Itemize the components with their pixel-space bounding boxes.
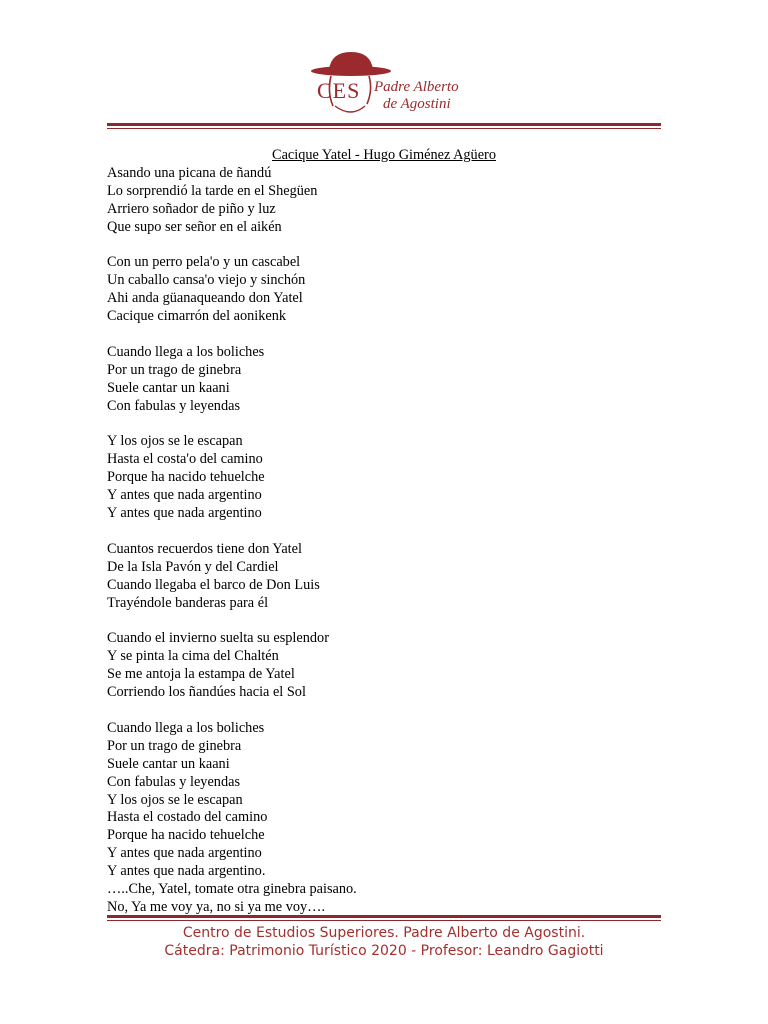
verse-line: Arriero soñador de piño y luz [107,200,276,217]
verse-line: Asando una picana de ñandú [107,164,272,181]
verse-line: Y se pinta la cima del Chaltén [107,648,279,665]
logo-name-line2: de Agostini [383,96,451,112]
stanza [107,630,667,702]
verse-line: Porque ha nacido tehuelche [107,469,265,486]
verse-line: Y los ojos se le escapan [107,791,243,808]
verse-line: Por un trago de ginebra [107,361,242,378]
verse-line: Hasta el costa'o del camino [107,451,263,468]
verse-line: Cacique cimarrón del aonikenk [107,308,287,325]
stanza [107,720,667,917]
footer-line-course: Cátedra: Patrimonio Turístico 2020 - Profesor: Leandro Gagiotti [164,943,604,959]
logo-name-line1: Padre Alberto [374,79,459,95]
stanza-list [107,165,667,917]
verse-line: Con fabulas y leyendas [107,773,241,790]
verse-line: Cuantos recuerdos tiene don Yatel [107,540,302,557]
verse-line: Se me antoja la estampa de Yatel [107,666,295,683]
verse-line: Corriendo los ñandúes hacia el Sol [107,684,306,701]
song-title: Cacique Yatel - Hugo Giménez Agüero [272,147,496,163]
verse-line: Con un perro pela'o y un cascabel [107,254,301,271]
verse-line: Que supo ser señor en el aikén [107,218,282,235]
verse-line: Un caballo cansa'o viejo y sinchón [107,272,306,289]
verse-line: No, Ya me voy ya, no si ya me voy…. [107,898,326,915]
stanza [107,165,667,237]
song-text [107,147,667,917]
footer-line-institution: Centro de Estudios Superiores. Padre Alberto de Agostini. [182,925,586,941]
verse-line: Hasta el costado del camino [107,809,268,826]
page-footer [0,924,768,960]
verse-line: Lo sorprendió la tarde en el Shegüen [107,182,318,199]
verse-line: Suele cantar un kaani [107,755,230,772]
stanza [107,433,667,523]
verse-line: Ahi anda güanaqueando don Yatel [107,290,303,307]
verse-line: Cuando llega a los boliches [107,343,265,360]
verse-line: Y antes que nada argentino [107,487,262,504]
logo-abbr: CES [317,78,361,103]
verse-line: Y antes que nada argentino [107,505,262,522]
verse-line: Y antes que nada argentino. [107,863,266,880]
ces-logo [307,48,467,120]
stanza [107,541,667,613]
verse-line: Cuando llegaba el barco de Don Luis [107,576,320,593]
verse-line: Trayéndole banderas para él [107,594,269,611]
stanza [107,254,667,326]
verse-line: Cuando el invierno suelta su esplendor [107,630,329,647]
header-divider [107,123,661,129]
page-header [0,0,768,124]
footer-divider [107,915,661,921]
verse-line: De la Isla Pavón y del Cardiel [107,558,279,575]
verse-line: Y antes que nada argentino [107,845,262,862]
verse-line: Porque ha nacido tehuelche [107,827,265,844]
verse-line: …..Che, Yatel, tomate otra ginebra paisano. [107,881,357,898]
verse-line: Y los ojos se le escapan [107,433,243,450]
stanza [107,344,667,416]
verse-line: Por un trago de ginebra [107,737,242,754]
verse-line: Cuando llega a los boliches [107,719,265,736]
verse-line: Con fabulas y leyendas [107,397,241,414]
verse-line: Suele cantar un kaani [107,379,230,396]
